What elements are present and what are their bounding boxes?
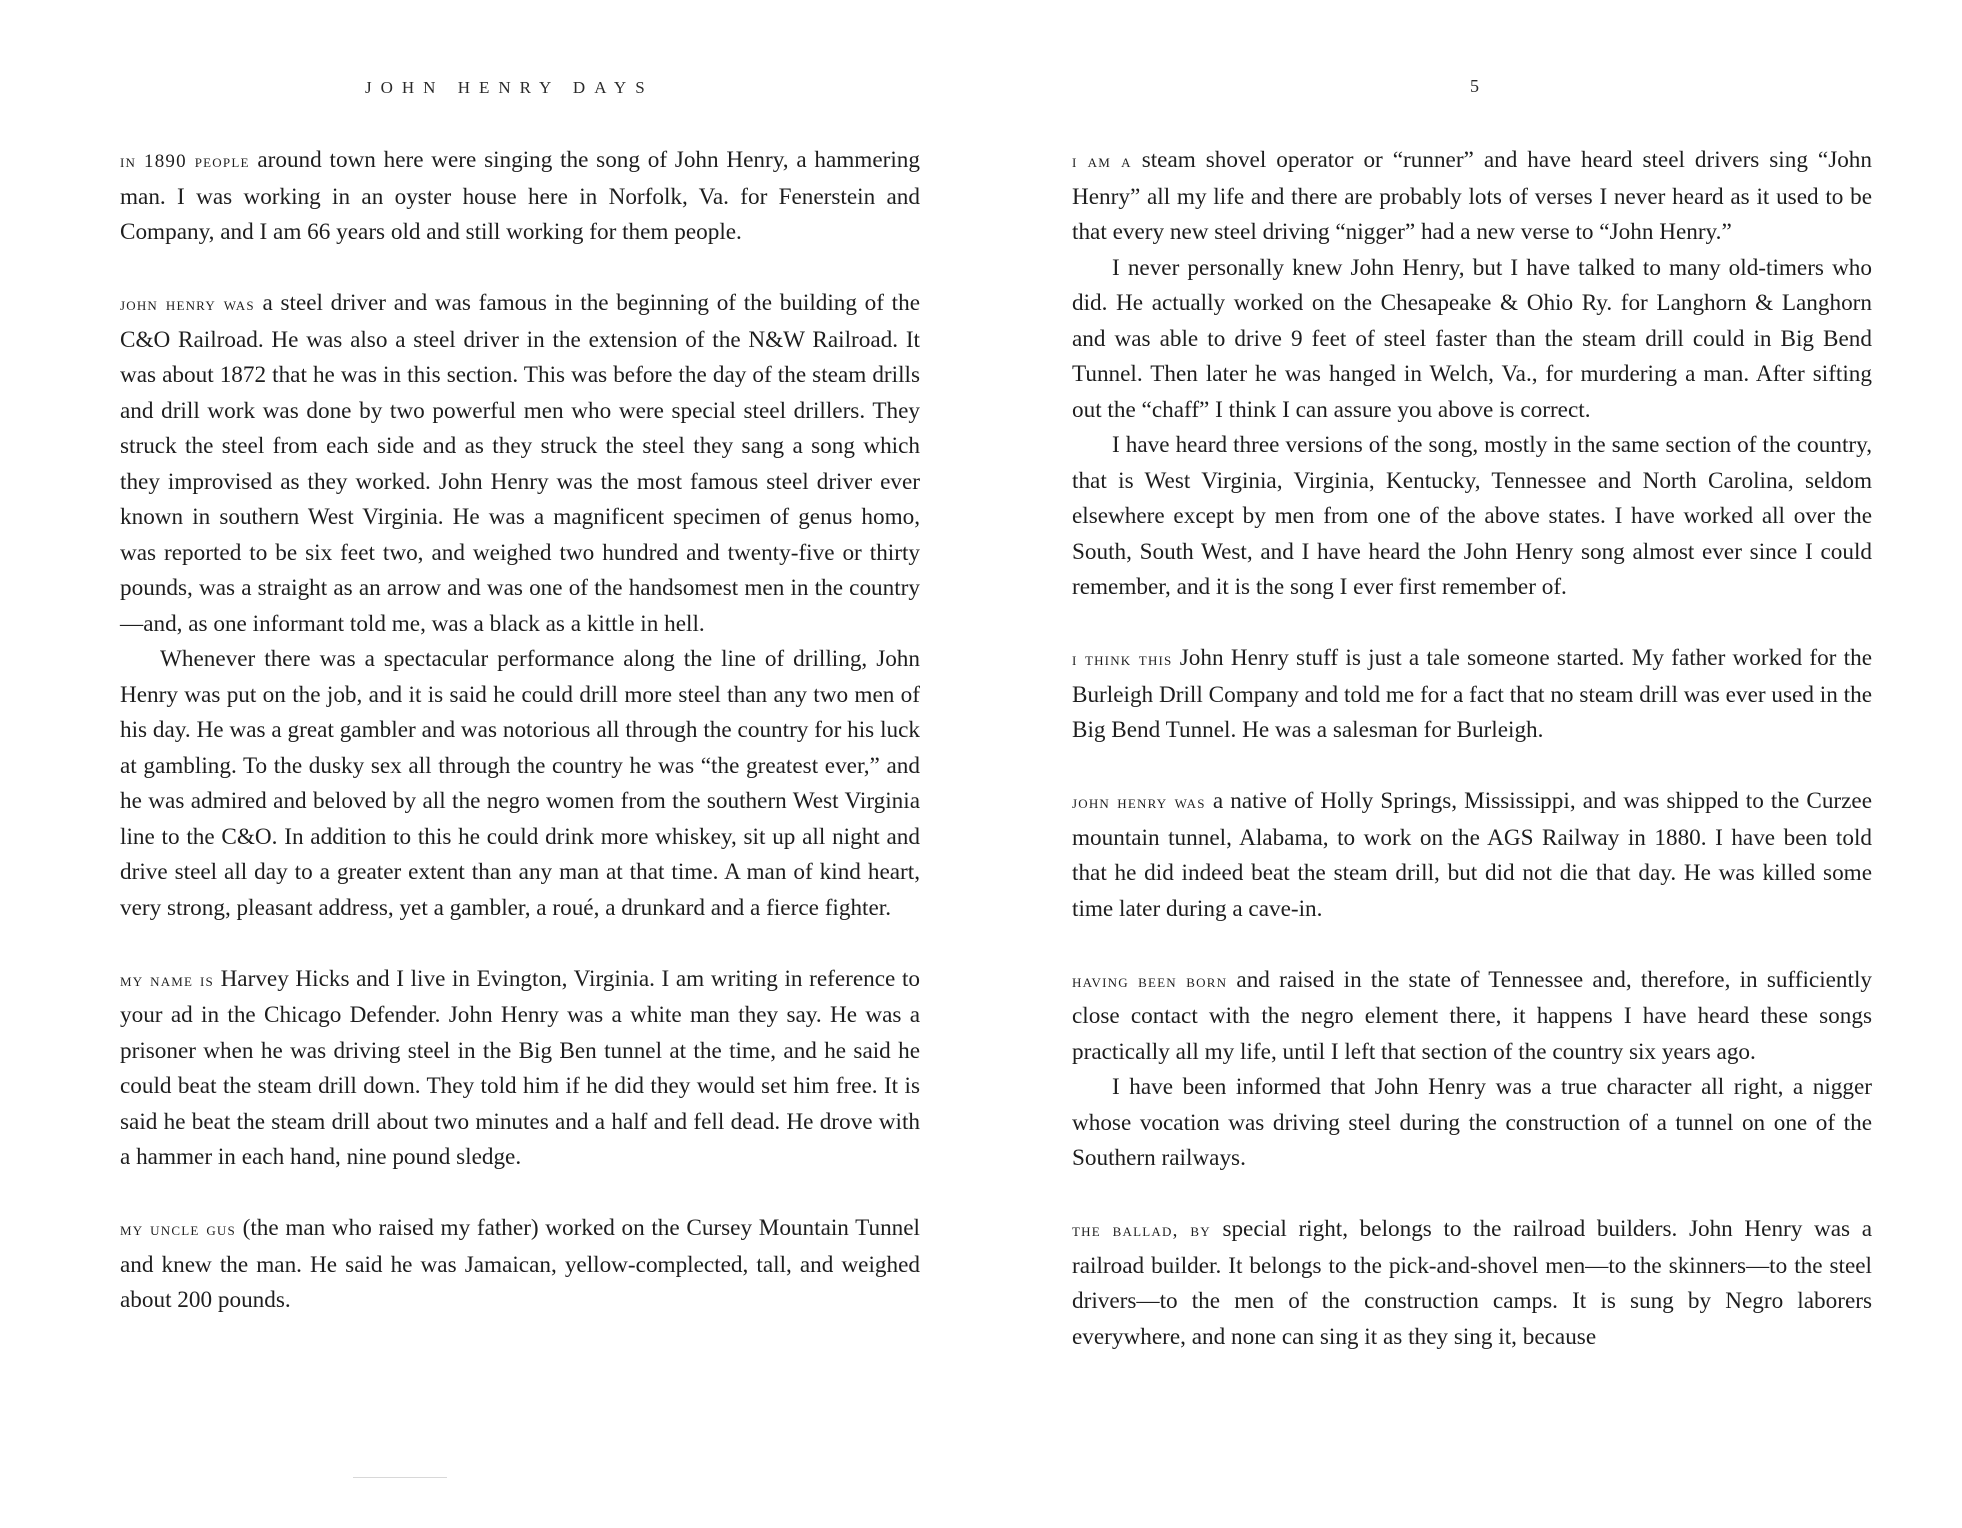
paragraph (120, 286, 920, 642)
paragraph (1072, 784, 1872, 927)
paragraph (1072, 1212, 1872, 1355)
entry (1072, 1212, 1872, 1355)
entry-lead: having been born (1072, 970, 1228, 992)
entry (120, 143, 920, 251)
entry (1072, 641, 1872, 749)
entry-lead: my name is (120, 969, 214, 991)
entry-lead: i am a (1072, 151, 1132, 172)
right-text-block (1072, 143, 1872, 1391)
entry-lead: john henry was (1072, 792, 1206, 813)
entry-lead: in 1890 people (120, 151, 250, 172)
entry-lead: i think this (1072, 649, 1173, 670)
left-text-block (120, 143, 920, 1354)
paragraph-text: around town here were singing the song of John Henry, a hammering man. I was working in an oyster house here in Norfolk, Va. for Fenerstein and Company, and I am 66 years old and still working for them people. (120, 147, 920, 245)
paragraph (120, 1211, 920, 1319)
paragraph-text: John Henry stuff is just a tale someone started. My father worked for the Burleigh Drill Company and told me for a fact that no steam drill was ever used in the Big Bend Tunnel. He was a salesman for Burleigh. (1072, 645, 1872, 743)
paragraph (1072, 143, 1872, 251)
entry (1072, 143, 1872, 606)
entry (120, 286, 920, 926)
entry (1072, 784, 1872, 927)
paragraph: I have heard three versions of the song, mostly in the same section of the country, that is West Virginia, Virginia, Kentucky, Tennessee and North Carolina, seldom elsewhere except by men from one of the above states. I have worked all over the South, South West, and I have heard the John Henry song almost ever since I could remember, and it is the song I ever first remember of. (1072, 432, 1872, 600)
entry (1072, 963, 1872, 1177)
page-number: 5 (1470, 76, 1479, 96)
paragraph (1072, 641, 1872, 749)
paragraph-text: (the man who raised my father) worked on the Cursey Mountain Tunnel and knew the man. He said he was Jamaican, yellow-complected, tall, and weighed about 200 pounds. (120, 1215, 921, 1313)
entry-lead: the ballad, by (1072, 1220, 1211, 1241)
paragraph: I never personally knew John Henry, but I have talked to many old-timers who did. He actually worked on the Chesapeake & Ohio Ry. for Langhorn & Langhorn and was able to drive 9 feet of steel faster than the steam drill could in Big Bend Tunnel. Then later he was hanged in Welch, Va., for murdering a man. After sifting out the “chaff” I think I can assure you above is correct. (1072, 254, 1872, 423)
paragraph-text: steam shovel operator or “runner” and have heard steel drivers sing “John Henry” all my life and there are probably lots of verses I never heard as it used to be that every new steel driving “nigger” had a new verse to “John Henry.” (1072, 147, 1872, 245)
entry-lead: my uncle gus (120, 1219, 236, 1240)
paragraph-text: a steel driver and was famous in the beginning of the building of the C&O Railroad. He was also a steel driver in the extension of the N&W Railroad. It was about 1872 that he was in this section. This was before the day of the steam drills and drill work was done by two powerful men who were special steel drillers. They struck the steel from each side and as they struck the steel they sang a song which they improvised as they worked. John Henry was the most famous steel driver ever known in southern West Virginia. He was a magnificent specimen of genus homo, was reported to be six feet two, and weighed two hundred and twenty-five or thirty pounds, was a straight as an arrow and was one of the handsomest men in the country—and, as one informant told me, was a black as a kittle in hell. (120, 290, 921, 637)
paragraph (120, 143, 920, 251)
paragraph-text: a native of Holly Springs, Mississippi, and was shipped to the Curzee mountain tunnel, Alabama, to work on the AGS Railway in 1880. I have been told that he did indeed beat the steam drill, but did not die that day. He was killed some time later during a cave-in. (1072, 788, 1873, 922)
paragraph (120, 962, 920, 1176)
running-head: JOHN HENRY DAYS (365, 78, 654, 97)
paragraph (1072, 963, 1872, 1071)
paragraph: I have been informed that John Henry was a true character all right, a nigger whose vocation was driving steel during the construction of a tunnel on one of the Southern railways. (1072, 1074, 1872, 1171)
paragraph-text: and raised in the state of Tennessee and, therefore, in sufficiently close contact with the negro element there, it happens I have heard these songs practically all my life, until I left that section of the country six years ago. (1072, 966, 1872, 1065)
paragraph-text: Harvey Hicks and I live in Evington, Virginia. I am writing in reference to your ad in the Chicago Defender. John Henry was a white man they say. He was a prisoner when he was driving steel in the Big Ben tunnel at the time, and he said he could beat the steam drill down. They told him if he did they would set him free. It is said he beat the steam drill about two minutes and a half and fell dead. He drove with a hammer in each hand, nine pound sledge. (120, 965, 920, 1170)
paragraph: Whenever there was a spectacular performance along the line of drilling, John Henry was put on the job, and it is said he could drill more steel than any two men of his day. He was a great gambler and was notorious all through the country for his luck at gambling. To the dusky sex all through the country he was “the greatest ever,” and he was admired and beloved by all the negro women from the southern West Virginia line to the C&O. In addition to this he could drink more whiskey, sit up all night and drive steel all day to a greater extent than any man at that time. A man of kind heart, very strong, pleasant address, yet a gambler, a roué, a drunkard and a fierce fighter. (120, 646, 920, 921)
entry-lead: john henry was (120, 294, 255, 315)
paragraph-text: special right, belongs to the railroad builders. John Henry was a railroad builder. It belongs to the pick-and-shovel men—to the skinners—to the steel drivers—to the men of the construction camps. It is sung by Negro laborers everywhere, and none can sing it as they sing it, because (1072, 1216, 1872, 1350)
entry (120, 962, 920, 1176)
bottom-rule (353, 1477, 447, 1478)
entry (120, 1211, 920, 1319)
